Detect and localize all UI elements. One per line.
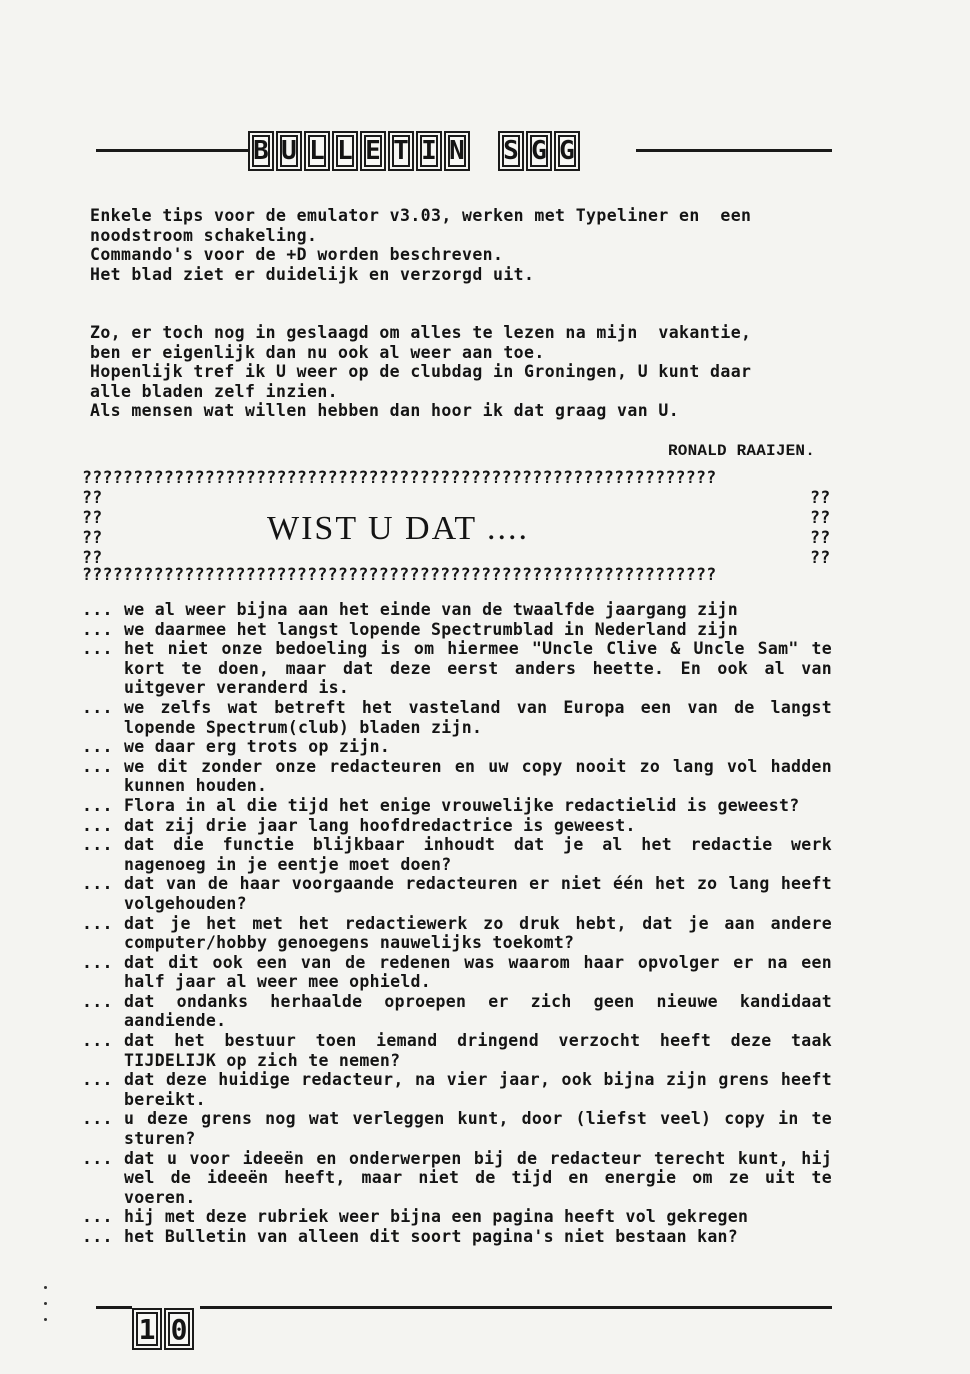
banner-word-bulletin: [248, 131, 470, 171]
banner-letter-tile: T: [388, 131, 414, 171]
list-item-text: dat die functie blijkbaar inhoudt dat je al het redactie werk nagenoeg in je eentje moet doen?: [124, 835, 832, 874]
list-item: [82, 737, 832, 757]
header-rule-right: [636, 149, 832, 152]
list-item-prefix: ...: [82, 1227, 113, 1246]
list-item-prefix: ...: [82, 1109, 113, 1129]
list-item-text: dat van de haar voorgaande redacteuren er niet één het zo lang heeft volgehouden?: [124, 874, 832, 913]
list-item-text: hij met deze rubriek weer bijna een pagina heeft vol gekregen: [124, 1207, 749, 1227]
list-item-text: dat deze huidige redacteur, na vier jaar, ook bijna zijn grens heeft bereikt.: [124, 1070, 832, 1109]
box-right-side: ??: [810, 528, 831, 547]
footer-rule-right: [200, 1306, 832, 1309]
signature: RONALD RAAIJEN.: [668, 442, 816, 460]
speck: [44, 1318, 47, 1321]
list-item: [82, 816, 832, 836]
wist-u-dat-heading: WIST U DAT ....: [267, 510, 530, 547]
list-item-text: we daarmee het langst lopende Spectrumblad in Nederland zijn: [124, 619, 739, 639]
list-item-prefix: ...: [82, 756, 113, 776]
banner-letter-tile: G: [554, 131, 580, 171]
list-item: [82, 620, 832, 640]
list-item: [82, 874, 832, 913]
banner-letter-tile: L: [332, 131, 358, 171]
banner-letter-tile: I: [416, 131, 442, 171]
box-right-side: ??: [810, 508, 831, 527]
page-number-letter-tile: 1: [132, 1308, 162, 1350]
box-left-side: ??: [82, 528, 103, 547]
list-item: [82, 757, 832, 796]
box-left-side: ??: [82, 508, 103, 527]
list-item: [82, 698, 832, 737]
banner-letter-tile: U: [276, 131, 302, 171]
list-item-prefix: ...: [82, 952, 113, 972]
wist-u-dat-box: [82, 468, 834, 584]
page-number: [132, 1308, 194, 1350]
list-item: [82, 1109, 832, 1148]
list-item-prefix: ...: [82, 1070, 113, 1090]
list-item: [82, 1031, 832, 1070]
list-item: [82, 1227, 832, 1247]
list-item-text: we daar erg trots op zijn.: [124, 737, 391, 757]
box-bottom-border: ??????????????????????????????????????????????????????????????: [82, 565, 717, 584]
intro-paragraph-1: Enkele tips voor de emulator v3.03, werken met Typeliner en een noodstroom schakeling. Commando's voor de +D worden beschreven. Het blad ziet er duidelijk en verzorgd uit.: [90, 206, 752, 284]
list-item-prefix: ...: [82, 697, 113, 717]
banner-letter-tile: B: [248, 131, 274, 171]
box-right-side: ??: [810, 548, 831, 567]
bulletin-sgg-banner: [248, 131, 580, 171]
list-item-text: dat zij drie jaar lang hoofdredactrice is geweest.: [124, 815, 636, 835]
list-item-prefix: ...: [82, 1207, 113, 1227]
list-item: [82, 835, 832, 874]
speck: [44, 1302, 47, 1305]
banner-letter-tile: S: [498, 131, 524, 171]
list-item-prefix: ...: [82, 874, 113, 894]
list-item: [82, 1149, 832, 1208]
list-item-text: we zelfs wat betreft het vasteland van Europa een van de langst lopende Spectrum(club) bladen zijn.: [124, 697, 832, 737]
list-item-text: dat u voor ideeën en onderwerpen bij de redacteur terecht kunt, hij wel de ideeën heeft, maar niet de tijd en energie om ze uit te voeren.: [124, 1148, 832, 1207]
list-item: [82, 639, 832, 698]
list-item-prefix: ...: [82, 600, 113, 619]
header-rule-left: [96, 149, 248, 152]
list-item: [82, 992, 832, 1031]
box-right-side: ??: [810, 488, 831, 507]
list-item-text: dat het bestuur toen iemand dringend verzocht heeft deze taak TIJDELIJK op zich te nemen?: [124, 1031, 832, 1070]
list-item-prefix: ...: [82, 1031, 113, 1051]
banner-letter-tile: G: [526, 131, 552, 171]
list-item-text: u deze grens nog wat verleggen kunt, door (liefst veel) copy in te sturen?: [124, 1109, 832, 1149]
list-item-text: dat ondanks herhaalde oproepen er zich geen nieuwe kandidaat aandiende.: [124, 991, 832, 1031]
list-item-text: dat dit ook een van de redenen was waarom haar opvolger er na een half jaar al weer mee ophield.: [124, 952, 832, 992]
banner-word-sgg: [498, 131, 580, 171]
list-item: [82, 953, 832, 992]
list-item-text: we dit zonder onze redacteuren en uw copy nooit zo lang vol hadden kunnen houden.: [124, 756, 832, 796]
speck: [44, 1286, 47, 1289]
list-item-prefix: ...: [82, 737, 113, 757]
list-item-text: het Bulletin van alleen dit soort pagina's niet bestaan kan?: [124, 1227, 739, 1246]
list-item-text: Flora in al die tijd het enige vrouwelijke redactielid is geweest?: [124, 795, 800, 815]
list-item-prefix: ...: [82, 815, 113, 835]
intro-paragraph-2: Zo, er toch nog in geslaagd om alles te lezen na mijn vakantie, ben er eigenlijk dan nu ook al weer aan toe. Hopenlijk tref ik U weer op de clubdag in Groningen, U kunt daar alle bladen zelf inzien. Als mensen wat willen hebben dan hoor ik dat graag van U.: [90, 323, 752, 420]
list-item: [82, 914, 832, 953]
list-item-prefix: ...: [82, 1148, 113, 1168]
page-number-letter-tile: 0: [164, 1308, 194, 1350]
list-item: [82, 600, 832, 620]
list-item: [82, 1070, 832, 1109]
list-item-prefix: ...: [82, 991, 113, 1011]
list-item-prefix: ...: [82, 619, 113, 639]
banner-letter-tile: E: [360, 131, 386, 171]
list-item: [82, 1207, 832, 1227]
wist-u-dat-list: [82, 600, 832, 1247]
banner-letter-tile: L: [304, 131, 330, 171]
list-item-text: het niet onze bedoeling is om hiermee "Uncle Clive & Uncle Sam" te kort te doen, maar dat deze eerst anders heette. En ook al van uitgever veranderd is.: [124, 639, 832, 698]
list-item-text: we al weer bijna aan het einde van de twaalfde jaargang zijn: [124, 600, 739, 619]
list-item-text: dat je het met het redactiewerk zo druk hebt, dat je aan andere computer/hobby genoegens nauwelijks toekomt?: [124, 913, 832, 953]
list-item-prefix: ...: [82, 835, 113, 855]
box-left-side: ??: [82, 548, 103, 567]
footer-rule-left: [96, 1306, 132, 1309]
list-item-prefix: ...: [82, 639, 113, 659]
list-item-prefix: ...: [82, 913, 113, 933]
list-item-prefix: ...: [82, 795, 113, 815]
box-top-border: ??????????????????????????????????????????????????????????????: [82, 468, 717, 487]
box-left-side: ??: [82, 488, 103, 507]
banner-letter-tile: N: [444, 131, 470, 171]
list-item: [82, 796, 832, 816]
